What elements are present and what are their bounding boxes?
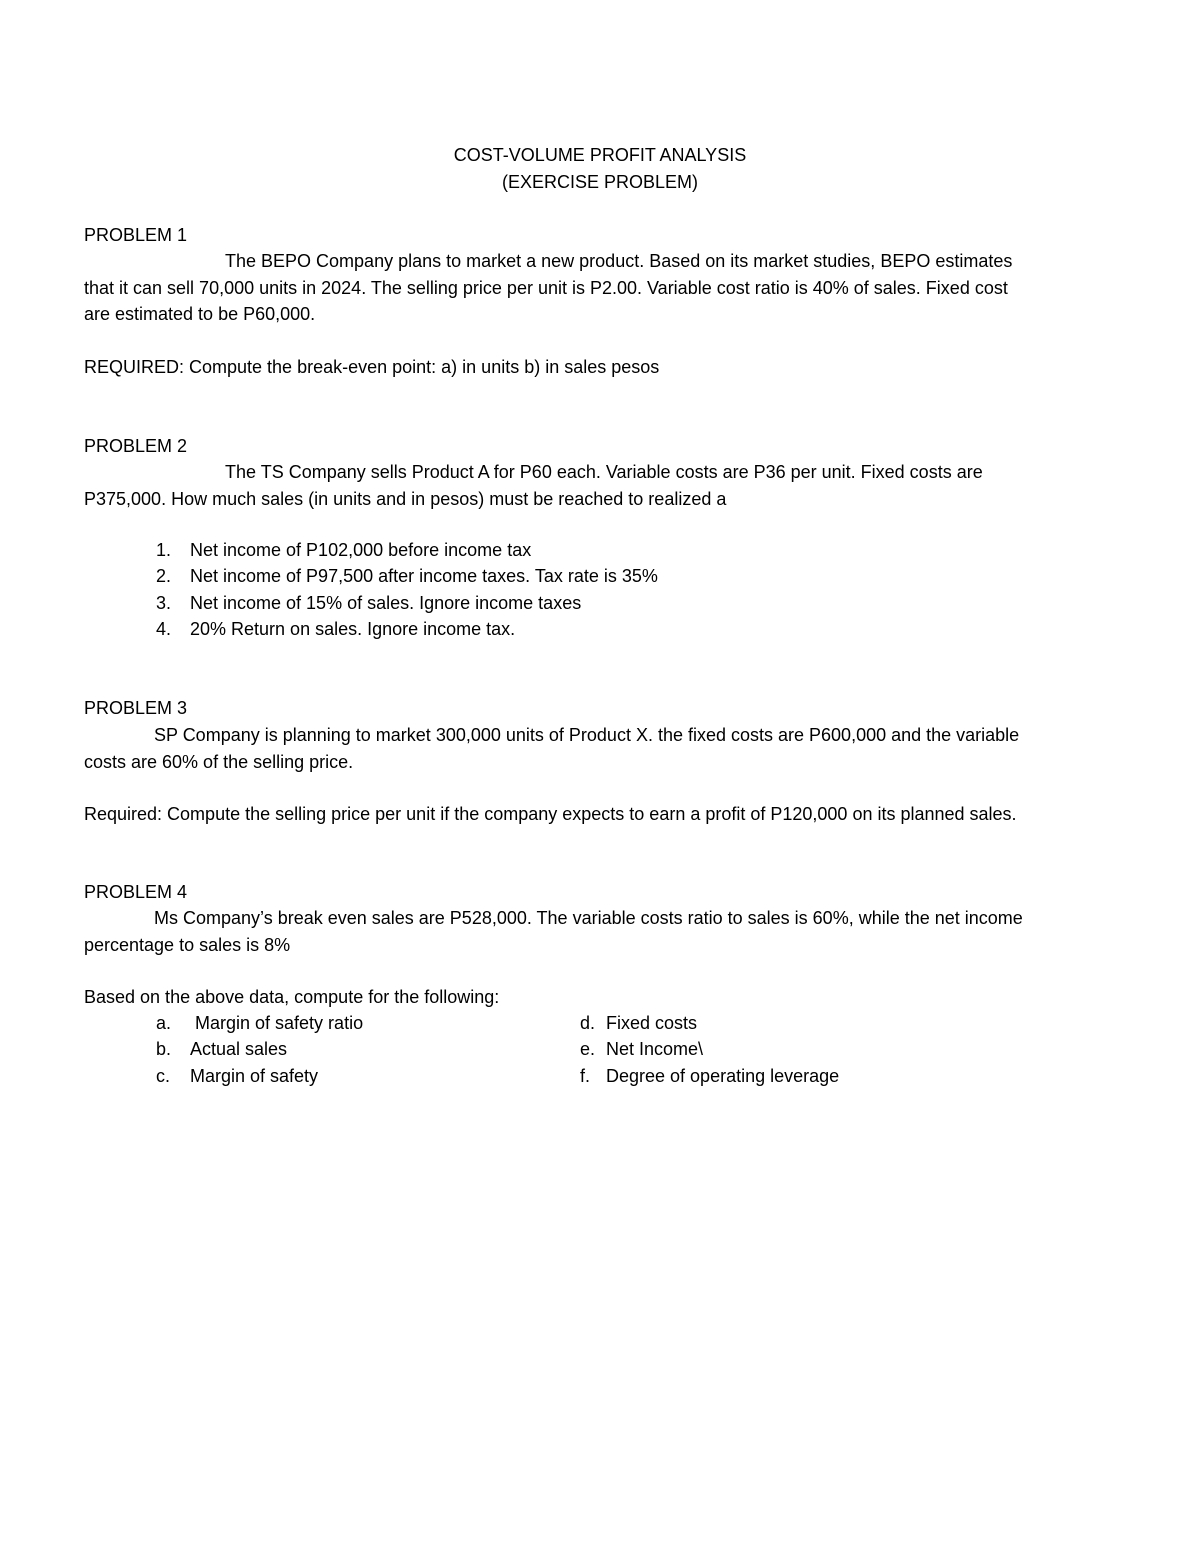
problem-1-line-3: are estimated to be P60,000. <box>84 304 316 324</box>
list-item: a. Margin of safety ratio <box>156 1013 364 1033</box>
list-item: 4. 20% Return on sales. Ignore income tax. <box>156 618 516 639</box>
problem-4-lead: Based on the above data, compute for the following: <box>84 987 500 1007</box>
document-subtitle: (EXERCISE PROBLEM) <box>501 172 699 192</box>
problem-1-body <box>84 248 1124 328</box>
problem-3-line-2: costs are 60% of the selling price. <box>84 751 354 772</box>
list-item: 3. Net income of 15% of sales. Ignore income taxes <box>156 592 582 613</box>
problem-2-heading: PROBLEM 2 <box>84 436 188 456</box>
list-item: c. Margin of safety <box>156 1065 319 1086</box>
list-item-row <box>156 1010 1056 1036</box>
problem-4-body <box>84 905 1124 958</box>
problem-2-list <box>156 537 658 642</box>
problem-2-line-1: The TS Company sells Product A for P60 each. Variable costs are P36 per unit. Fixed costs are <box>225 462 983 482</box>
list-item: e. Net Income\ <box>580 1039 704 1060</box>
list-item-row <box>156 1036 1056 1062</box>
problem-1-heading: PROBLEM 1 <box>84 225 188 245</box>
problem-3-required: Required: Compute the selling price per unit if the company expects to earn a profit of P120,000 on its planned sales. <box>84 804 1017 824</box>
problem-1-line-1: The BEPO Company plans to market a new product. Based on its market studies, BEPO estimates <box>225 251 1013 271</box>
list-item: d. Fixed costs <box>580 1013 698 1033</box>
problem-4-line-1: Ms Company’s break even sales are P528,000. The variable costs ratio to sales is 60%, while the net income <box>154 908 1023 928</box>
problem-1-line-2: that it can sell 70,000 units in 2024. The selling price per unit is P2.00. Variable cost ratio is 40% of sales. Fixed cost <box>84 277 1008 298</box>
problem-4-heading: PROBLEM 4 <box>84 882 188 902</box>
list-item: 1. Net income of P102,000 before income tax <box>156 540 532 560</box>
list-item: b. Actual sales <box>156 1039 288 1060</box>
problem-4-line-2: percentage to sales is 8% <box>84 934 291 955</box>
list-item: 2. Net income of P97,500 after income taxes. Tax rate is 35% <box>156 566 658 587</box>
problem-3-body <box>84 722 1124 775</box>
problem-4-items <box>156 1010 1056 1089</box>
list-item-row <box>156 1063 1056 1089</box>
document-title: COST-VOLUME PROFIT ANALYSIS <box>453 145 747 165</box>
problem-2-line-2: P375,000. How much sales (in units and in pesos) must be reached to realized a <box>84 488 727 509</box>
problem-3-line-1: SP Company is planning to market 300,000 units of Product X. the fixed costs are P600,000 and the variable <box>154 725 1020 745</box>
problem-3-heading: PROBLEM 3 <box>84 698 188 718</box>
problem-1-required: REQUIRED: Compute the break-even point: a) in units b) in sales pesos <box>84 357 660 377</box>
list-item: f. Degree of operating leverage <box>580 1065 840 1086</box>
problem-2-body <box>84 459 1124 512</box>
